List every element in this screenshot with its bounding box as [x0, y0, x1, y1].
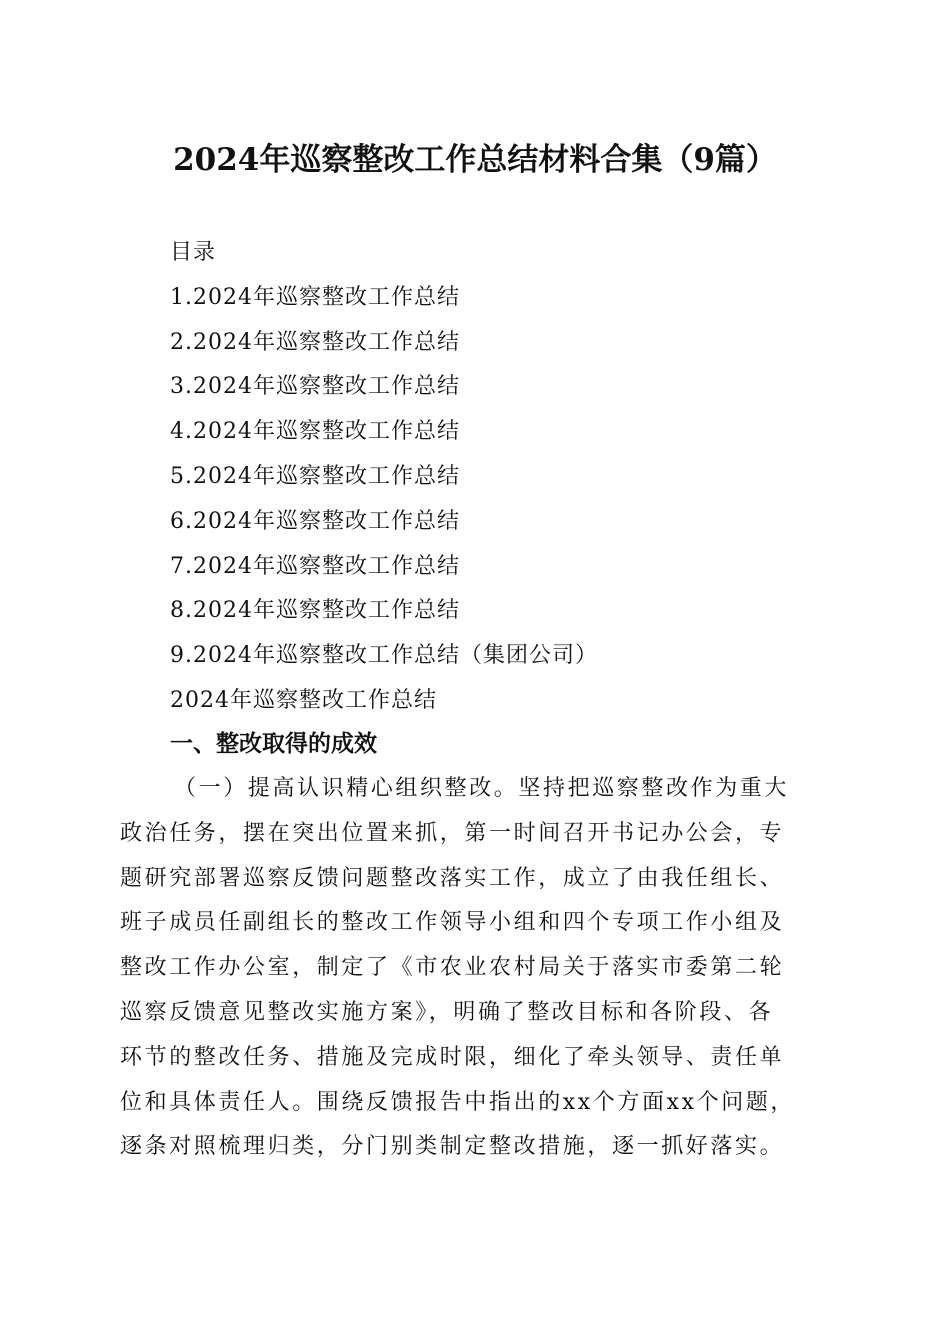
toc-item: 3.2024年巡察整改工作总结	[170, 374, 460, 400]
toc-item: 6.2024年巡察整改工作总结	[170, 508, 460, 534]
document-title: 2024年巡察整改工作总结材料合集（9篇）	[173, 142, 777, 178]
paragraph-line: 班子成员任副组长的整改工作领导小组和四个专项工作小组及	[120, 910, 785, 936]
body-paragraph	[120, 767, 832, 1170]
toc-item: 2.2024年巡察整改工作总结	[170, 329, 460, 355]
toc-item: 8.2024年巡察整改工作总结	[170, 598, 460, 624]
toc-item: 7.2024年巡察整改工作总结	[170, 553, 460, 579]
toc-heading: 目录	[170, 240, 217, 265]
toc-item: 9.2024年巡察整改工作总结（集团公司）	[170, 643, 598, 669]
toc-item: 4.2024年巡察整改工作总结	[170, 419, 460, 445]
section-heading: 一、整改取得的成效	[170, 731, 377, 757]
paragraph-line: 巡察反馈意见整改实施方案》，明确了整改目标和各阶段、各	[120, 999, 774, 1025]
section-title: 2024年巡察整改工作总结	[170, 687, 437, 713]
paragraph-line: 政治任务，摆在突出位置来抓，第一时间召开书记办公会，专	[120, 820, 785, 846]
toc-item: 1.2024年巡察整改工作总结	[170, 284, 460, 310]
table-of-contents	[170, 231, 870, 724]
paragraph-line: 逐条对照梳理归类，分门别类制定整改措施，逐一抓好落实。	[120, 1134, 785, 1160]
paragraph-line: 题研究部署巡察反馈问题整改落实工作，成立了由我任组长、	[120, 865, 785, 891]
paragraph-line: （一）提高认识精心组织整改。坚持把巡察整改作为重大	[174, 776, 790, 801]
toc-item: 5.2024年巡察整改工作总结	[170, 463, 460, 489]
paragraph-line: 整改工作办公室，制定了《市农业农村局关于落实市委第二轮	[120, 955, 785, 981]
paragraph-line: 环节的整改任务、措施及完成时限，细化了牵头领导、责任单	[120, 1044, 785, 1070]
paragraph-line: 位和具体责任人。围绕反馈报告中指出的xx个方面xx个问题，	[120, 1089, 796, 1115]
